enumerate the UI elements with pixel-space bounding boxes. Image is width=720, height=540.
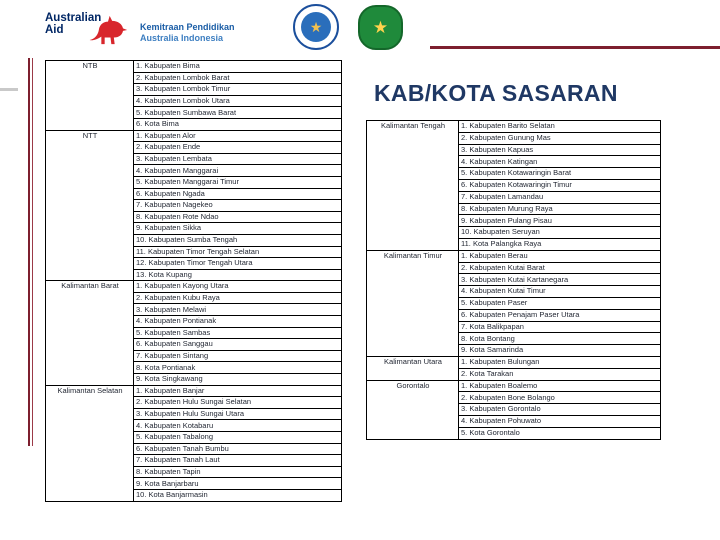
kemdikbud-logo-icon: [293, 4, 339, 50]
district-cell: 1. Kabupaten Barito Selatan: [459, 121, 661, 133]
province-cell: Kalimantan Timur: [367, 250, 459, 356]
district-cell: 2. Kabupaten Bone Bolango: [459, 392, 661, 404]
left-districts-table: [45, 60, 342, 502]
district-cell: 5. Kabupaten Sumbawa Barat: [134, 107, 342, 119]
district-cell: 7. Kabupaten Nagekeo: [134, 200, 342, 212]
district-cell: 4. Kabupaten Pontianak: [134, 316, 342, 328]
district-cell: 8. Kabupaten Murung Raya: [459, 203, 661, 215]
partnership-line1: Kemitraan Pendidikan: [140, 22, 235, 32]
district-cell: 1. Kabupaten Bima: [134, 61, 342, 73]
district-cell: 8. Kota Bontang: [459, 333, 661, 345]
table-row: [367, 380, 661, 392]
partnership-line2: Australia Indonesia: [140, 33, 224, 44]
district-cell: 1. Kabupaten Banjar: [134, 385, 342, 397]
province-cell: Kalimantan Tengah: [367, 121, 459, 251]
kemdikbud-star-icon: ★: [309, 19, 323, 35]
district-cell: 4. Kabupaten Kotabaru: [134, 420, 342, 432]
top-accent-rule: [430, 46, 720, 49]
district-cell: 9. Kota Banjarbaru: [134, 478, 342, 490]
district-cell: 3. Kabupaten Melawi: [134, 304, 342, 316]
district-cell: 3. Kabupaten Lembata: [134, 153, 342, 165]
partnership-text: [140, 22, 235, 45]
district-cell: 6. Kabupaten Ngada: [134, 188, 342, 200]
district-cell: 11. Kota Palangka Raya: [459, 238, 661, 250]
district-cell: 7. Kota Balikpapan: [459, 321, 661, 333]
australian-aid-line2: Aid: [45, 24, 64, 37]
kemdikbud-logo-inner: [301, 12, 331, 42]
right-districts-table: [366, 120, 661, 440]
district-cell: 3. Kabupaten Hulu Sungai Utara: [134, 408, 342, 420]
district-cell: 7. Kabupaten Sintang: [134, 350, 342, 362]
district-cell: 2. Kabupaten Ende: [134, 142, 342, 154]
district-cell: 5. Kabupaten Sambas: [134, 327, 342, 339]
district-cell: 2. Kabupaten Hulu Sungai Selatan: [134, 397, 342, 409]
district-cell: 1. Kabupaten Bulungan: [459, 356, 661, 368]
district-cell: 6. Kabupaten Kotawaringin Timur: [459, 179, 661, 191]
province-cell: Kalimantan Barat: [46, 281, 134, 385]
district-cell: 6. Kabupaten Tanah Bumbu: [134, 443, 342, 455]
district-cell: 4. Kabupaten Pohuwato: [459, 415, 661, 427]
district-cell: 8. Kabupaten Tapin: [134, 466, 342, 478]
district-cell: 8. Kota Pontianak: [134, 362, 342, 374]
district-cell: 6. Kota Bima: [134, 118, 342, 130]
left-accent-rule: [28, 58, 30, 446]
page-title: KAB/KOTA SASARAN: [374, 80, 618, 106]
district-cell: 3. Kabupaten Gorontalo: [459, 404, 661, 416]
table-row: [46, 130, 342, 142]
district-cell: 6. Kabupaten Penajam Paser Utara: [459, 309, 661, 321]
table-row: [46, 281, 342, 293]
australian-aid-line1: Australian: [45, 12, 102, 24]
table-row: [367, 356, 661, 368]
left-accent-rule-thin: [32, 58, 33, 446]
district-cell: 13. Kota Kupang: [134, 269, 342, 281]
district-cell: 1. Kabupaten Berau: [459, 250, 661, 262]
table-row: [367, 121, 661, 133]
edge-artifact: [0, 88, 18, 91]
kemenag-logo-icon: [358, 5, 403, 50]
province-cell: Gorontalo: [367, 380, 459, 439]
district-cell: 5. Kabupaten Manggarai Timur: [134, 176, 342, 188]
district-cell: 9. Kota Singkawang: [134, 374, 342, 386]
district-cell: 9. Kota Samarinda: [459, 345, 661, 357]
kangaroo-icon: [88, 13, 128, 47]
district-cell: 5. Kota Gorontalo: [459, 427, 661, 439]
table-row: [46, 385, 342, 397]
district-cell: 5. Kabupaten Tabalong: [134, 432, 342, 444]
district-cell: 2. Kabupaten Gunung Mas: [459, 132, 661, 144]
district-cell: 9. Kabupaten Sikka: [134, 223, 342, 235]
district-cell: 1. Kabupaten Kayong Utara: [134, 281, 342, 293]
district-cell: 2. Kabupaten Lombok Barat: [134, 72, 342, 84]
district-cell: 7. Kabupaten Lamandau: [459, 191, 661, 203]
district-cell: 2. Kabupaten Kubu Raya: [134, 292, 342, 304]
district-cell: 10. Kabupaten Sumba Tengah: [134, 234, 342, 246]
district-cell: 2. Kabupaten Kutai Barat: [459, 262, 661, 274]
district-cell: 6. Kabupaten Sanggau: [134, 339, 342, 351]
district-cell: 4. Kabupaten Lombok Utara: [134, 95, 342, 107]
district-cell: 10. Kabupaten Seruyan: [459, 227, 661, 239]
district-cell: 9. Kabupaten Pulang Pisau: [459, 215, 661, 227]
district-cell: 3. Kabupaten Lombok Timur: [134, 84, 342, 96]
province-cell: NTB: [46, 61, 134, 131]
district-cell: 8. Kabupaten Rote Ndao: [134, 211, 342, 223]
district-cell: 4. Kabupaten Manggarai: [134, 165, 342, 177]
district-cell: 3. Kabupaten Kutai Kartanegara: [459, 274, 661, 286]
district-cell: 5. Kabupaten Paser: [459, 297, 661, 309]
district-cell: 5. Kabupaten Kotawaringin Barat: [459, 168, 661, 180]
district-cell: 1. Kabupaten Boalemo: [459, 380, 661, 392]
district-cell: 4. Kabupaten Katingan: [459, 156, 661, 168]
district-cell: 1. Kabupaten Alor: [134, 130, 342, 142]
kemenag-star-icon: ★: [372, 18, 389, 37]
table-row: [46, 61, 342, 73]
province-cell: NTT: [46, 130, 134, 281]
table-row: [367, 250, 661, 262]
district-cell: 2. Kota Tarakan: [459, 368, 661, 380]
district-cell: 12. Kabupaten Timor Tengah Utara: [134, 258, 342, 270]
district-cell: 7. Kabupaten Tanah Laut: [134, 455, 342, 467]
province-cell: Kalimantan Utara: [367, 356, 459, 380]
district-cell: 4. Kabupaten Kutai Timur: [459, 286, 661, 298]
district-cell: 10. Kota Banjarmasin: [134, 489, 342, 501]
district-cell: 11. Kabupaten Timor Tengah Selatan: [134, 246, 342, 258]
province-cell: Kalimantan Selatan: [46, 385, 134, 501]
district-cell: 3. Kabupaten Kapuas: [459, 144, 661, 156]
